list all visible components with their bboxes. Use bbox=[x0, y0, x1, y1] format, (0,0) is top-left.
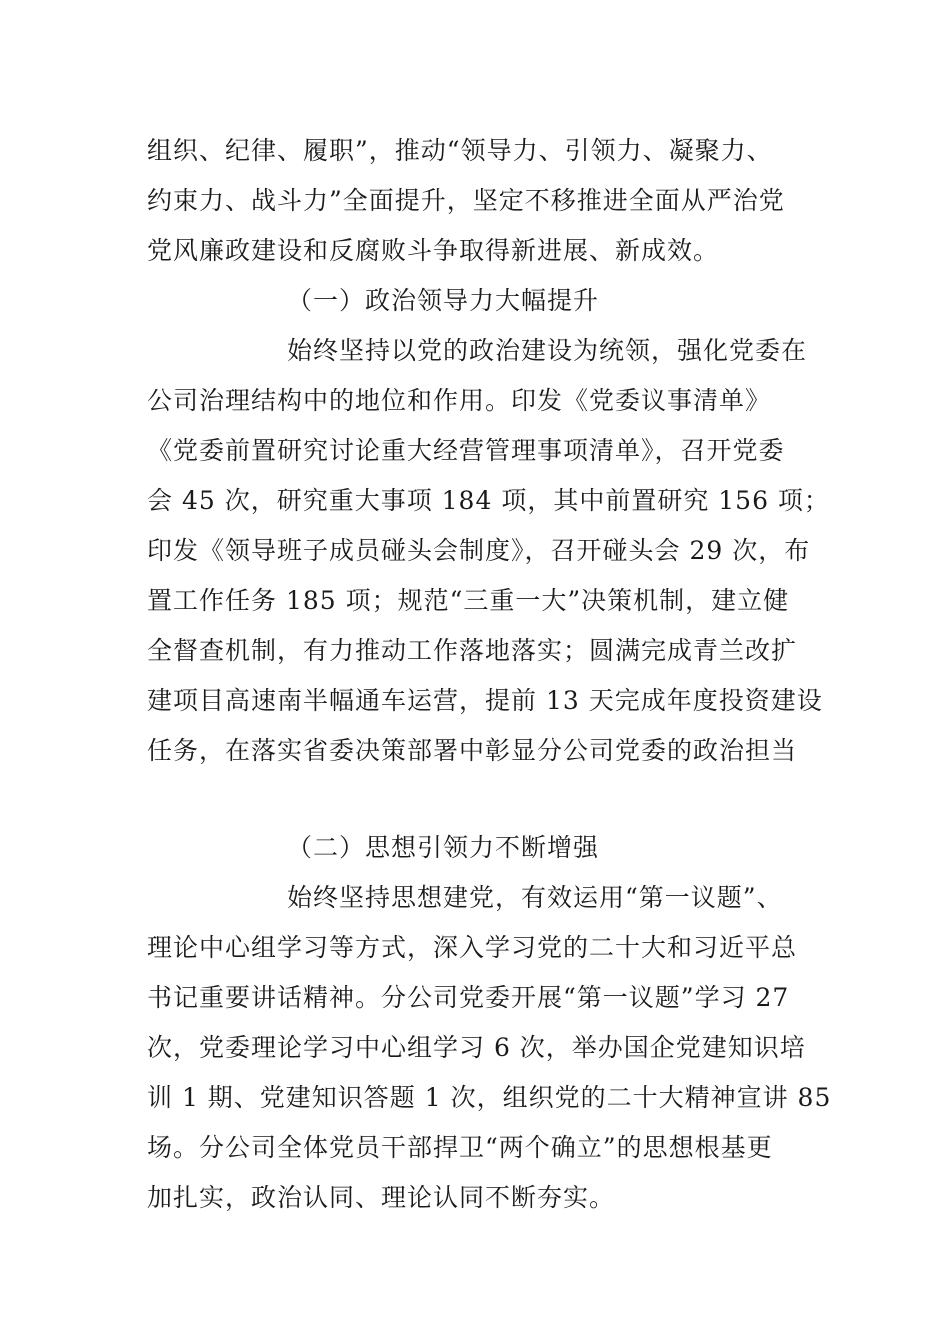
section1-line-2: 公司治理结构中的地位和作用。印发《党委议事清单》 bbox=[147, 386, 772, 415]
section2-line-2: 理论中心组学习等方式，深入学习党的二十大和习近平总 bbox=[147, 933, 798, 962]
section2-line-7: 加扎实，政治认同、理论认同不断夯实。 bbox=[147, 1183, 616, 1212]
section1-line-5: 印发《领导班子成员碰头会制度》，召开碰头会 29 次，布 bbox=[147, 536, 811, 565]
section1-line-3: 《党委前置研究讨论重大经营管理事项清单》，召开党委 bbox=[147, 436, 785, 465]
section1-line-8: 建项目高速南半幅通车运营，提前 13 天完成年度投资建设 bbox=[147, 686, 823, 715]
section1-line-4: 会 45 次，研究重大事项 184 项，其中前置研究 156 项； bbox=[147, 486, 830, 515]
section2-line-4: 次，党委理论学习中心组学习 6 次，举办国企党建知识培 bbox=[147, 1033, 806, 1062]
intro-line-2: 约束力、战斗力”全面提升，坚定不移推进全面从严治党 bbox=[147, 186, 785, 215]
section1-heading: （一）政治领导力大幅提升 bbox=[287, 286, 600, 315]
section2-line-5: 训 1 期、党建知识答题 1 次，组织党的二十大精神宣讲 85 bbox=[147, 1083, 832, 1112]
section1-line-1: 始终坚持以党的政治建设为统领，强化党委在 bbox=[287, 336, 808, 365]
section2-line-1: 始终坚持思想建党，有效运用“第一议题”、 bbox=[287, 883, 783, 912]
section2-line-3: 书记重要讲话精神。分公司党委开展“第一议题”学习 27 bbox=[147, 983, 790, 1012]
intro-line-1: 组织、纪律、履职”，推动“领导力、引领力、凝聚力、 bbox=[147, 136, 773, 165]
intro-line-3: 党风廉政建设和反腐败斗争取得新进展、新成效。 bbox=[147, 236, 720, 265]
section1-line-6: 置工作任务 185 项；规范“三重一大”决策机制，建立健 bbox=[147, 586, 790, 615]
section1-line-7: 全督查机制，有力推动工作落地落实；圆满完成青兰改扩 bbox=[147, 636, 798, 665]
section1-line-9: 任务，在落实省委决策部署中彰显分公司党委的政治担当 bbox=[147, 736, 798, 765]
section2-line-6: 场。分公司全体党员干部捍卫“两个确立”的思想根基更 bbox=[147, 1133, 773, 1162]
section2-heading: （二）思想引领力不断增强 bbox=[287, 833, 600, 862]
